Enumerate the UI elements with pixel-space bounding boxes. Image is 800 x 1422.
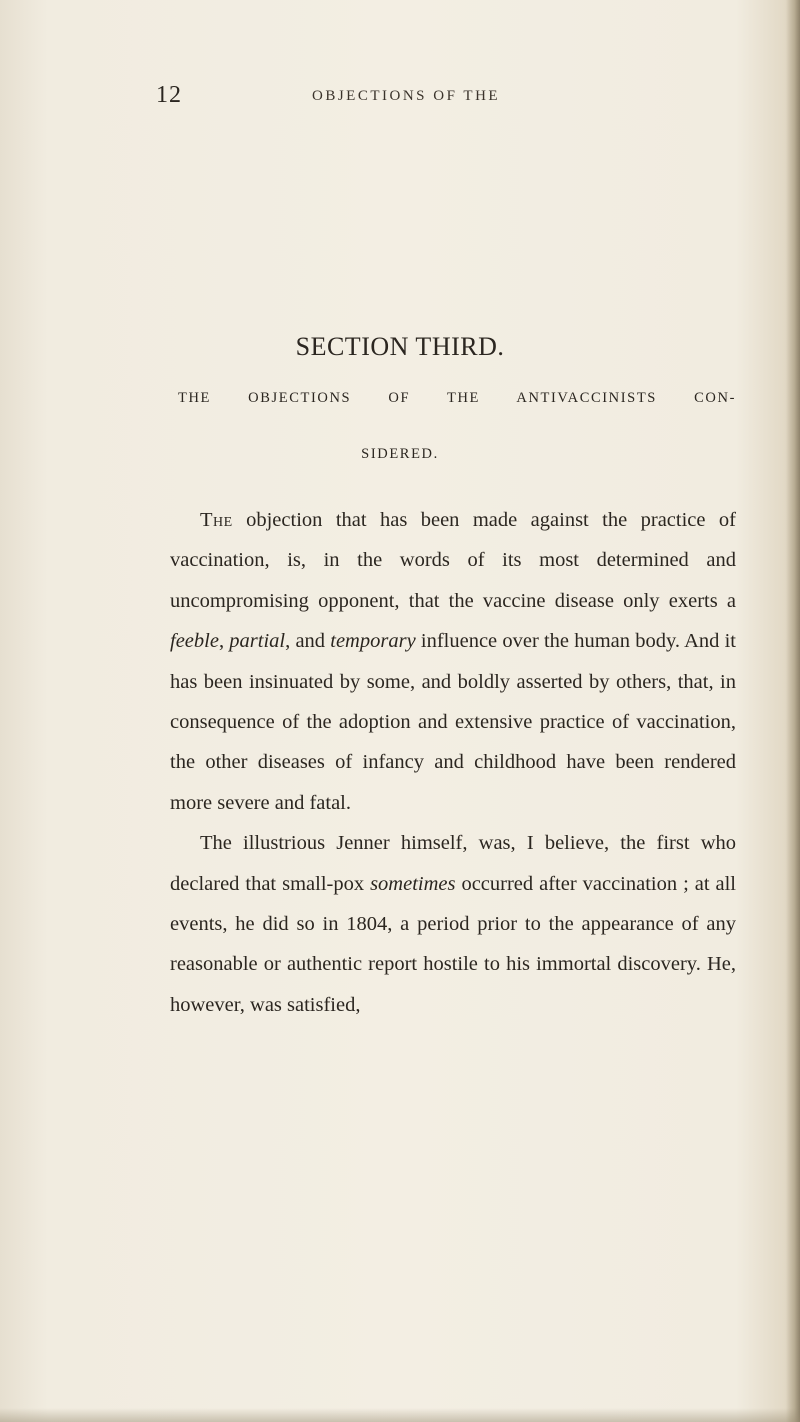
paragraph-1-text-b: influence over the human body. And it has been insinuated by some, and boldly asserted by others, that, in consequence of the adoption and extensive practice of vaccination, the other diseases of infancy and childhood have been rendered more severe and fatal.: [170, 630, 737, 814]
paragraph-2-text-a: The illustrious Jenner himself, was, I believe, the first who declared that small-pox: [170, 832, 736, 895]
emphasis-sometimes: sometimes: [370, 872, 456, 895]
section-subtitle-line2: SIDERED.: [361, 446, 439, 462]
paragraph-2: [170, 823, 736, 1025]
paragraph-1: [170, 500, 736, 823]
page-number: 12: [156, 82, 182, 108]
emphasis-partial: partial: [229, 630, 286, 653]
page-edge-bottom: [0, 1408, 800, 1422]
paragraph-1-sep2: , and: [285, 630, 331, 653]
section-title: SECTION THIRD.: [295, 332, 505, 361]
paragraph-lead-word: The: [200, 509, 233, 531]
emphasis-temporary: temporary: [330, 630, 416, 653]
running-head: OBJECTIONS OF THE: [312, 88, 501, 104]
paragraph-1-text-a: objection that has been made against the practice of vaccination, is, in the words of its most determined and uncompromising opponent, that the vaccine disease only exerts a: [170, 509, 736, 612]
body-text: [170, 500, 736, 1025]
section-subtitle-line1: THE OBJECTIONS OF THE ANTIVACCINISTS CON-: [178, 390, 736, 406]
page-edge-right: [786, 0, 800, 1422]
paragraph-1-sep1: ,: [218, 630, 230, 653]
paragraph-2-text-b: occurred after vaccination ; at all events, he did so in 1804, a period prior to the appearance of any reasonable or authentic report hostile to his immortal discovery. He, however, was satisfied,: [170, 872, 736, 1016]
emphasis-feeble: feeble: [170, 630, 219, 653]
